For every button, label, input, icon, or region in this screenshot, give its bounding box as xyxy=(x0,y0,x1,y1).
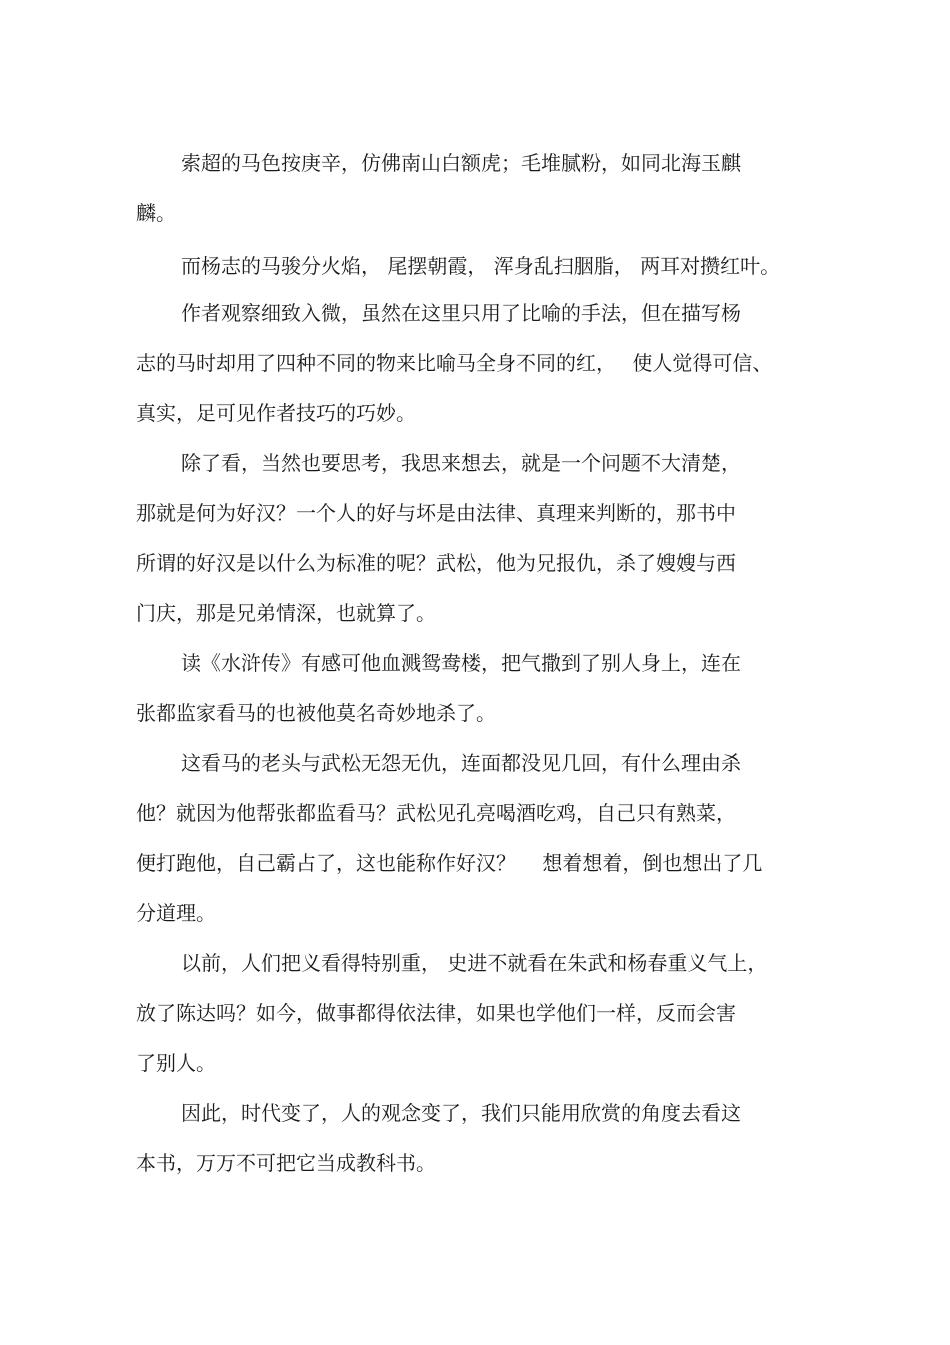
text-line: 读《水浒传》有感可他血溅鸳鸯楼，把气撒到了别人身上，连在 xyxy=(181,651,741,675)
text-line: 除了看，当然也要思考，我思来想去，就是一个问题不大清楚， xyxy=(181,451,741,475)
text-line: 门庆，那是兄弟情深，也就算了。 xyxy=(136,601,436,625)
text-line: 了别人。 xyxy=(136,1051,216,1075)
text-line: 那就是何为好汉？一个人的好与坏是由法律、真理来判断的，那书中 xyxy=(136,501,736,525)
text-line: 张都监家看马的也被他莫名奇妙地杀了。 xyxy=(136,701,496,725)
text-line: 作者观察细致入微，虽然在这里只用了比喻的手法，但在描写杨 xyxy=(181,301,741,325)
text-line: 所谓的好汉是以什么为标准的呢？武松，他为兄报仇，杀了嫂嫂与西 xyxy=(136,551,736,575)
text-line: 志的马时却用了四种不同的物来比喻马全身不同的红， 使人觉得可信、 xyxy=(136,351,773,375)
text-line: 分道理。 xyxy=(136,901,216,925)
text-line: 而杨志的马骏分火焰， 尾摆朝霞， 浑身乱扫胭脂， 两耳对攒红叶。 xyxy=(181,254,781,278)
text-line: 便打跑他，自己霸占了，这也能称作好汉？ 想着想着，倒也想出了几 xyxy=(136,851,763,875)
text-line: 以前，人们把义看得特别重， 史进不就看在朱武和杨春重义气上， xyxy=(181,951,768,975)
text-line: 因此，时代变了，人的观念变了，我们只能用欣赏的角度去看这 xyxy=(181,1101,741,1125)
text-line: 这看马的老头与武松无怨无仇，连面都没见几回，有什么理由杀 xyxy=(181,751,741,775)
text-line: 真实，足可见作者技巧的巧妙。 xyxy=(136,401,416,425)
text-line: 他？就因为他帮张都监看马？武松见孔亮喝酒吃鸡，自己只有熟菜， xyxy=(136,801,736,825)
text-line: 麟。 xyxy=(136,201,176,225)
text-line: 本书，万万不可把它当成教科书。 xyxy=(136,1151,436,1175)
text-line: 索超的马色按庚辛，仿佛南山白额虎；毛堆腻粉，如同北海玉麒 xyxy=(181,151,741,175)
text-line: 放了陈达吗？如今，做事都得依法律，如果也学他们一样，反而会害 xyxy=(136,1001,736,1025)
